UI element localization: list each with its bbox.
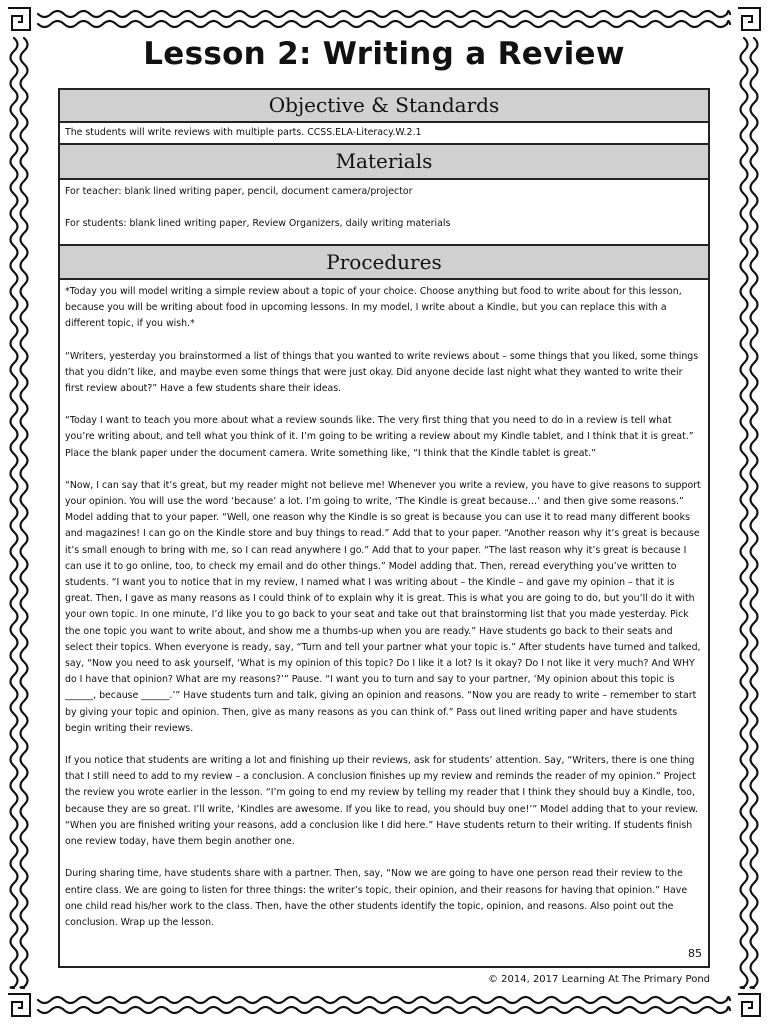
procedure-paragraph: “Writers, yesterday you brainstormed a list of things that you wanted to write reviews about – some things that you liked, some things that you didn’t like, and maybe even some things that were just okay. Did anyone decide last night what they wanted to write their first review about?” Have a few students share their ideas.	[65, 350, 699, 395]
objective-body	[60, 123, 708, 143]
materials-body	[60, 180, 708, 244]
spiral-icon-bottom-left	[8, 994, 30, 1016]
procedure-paragraph: “Today I want to teach you more about what a review sounds like. The very first thing that you need to do in a review is tell what you’re writing about, and tell what you think of it. I’m going to be writing a review about my Kindle tablet, and I think that it is great.” Place the blank paper under the document camera. Write something like, “I think that the Kindle tablet is great.”	[65, 415, 694, 459]
procedure-paragraph: If you notice that students are writing a lot and finishing up their reviews, ask for students’ attention. Say, “Writers, there is one thing that I still need to add to my review – a conclusion. A conclusion finishes up my review and reminds the reader of my opinion.” Project the review you wrote earlier in the lesson. “I’m going to end my review by telling my reader that I think they should buy a Kindle, too, because they are so great. I’ll write, ‘Kindles are awesome. If you like to read, you should buy one!’” Model adding that to your review. “When you are finished writing your reasons, add a conclusion like I did here.” Have students return to their writing. If students finish one review today, have them begin another one.	[65, 755, 699, 848]
spiral-icon-top-left	[8, 8, 30, 30]
procedure-paragraph: “Now, I can say that it’s great, but my reader might not believe me! Whenever you write a review, you have to give reasons to support your opinion. You will use the word ‘because’ a lot. I’m going to write, ‘The Kindle is great because…’ and then give some reasons.” Model adding that to your paper. “Well, one reason why the Kindle is so great is because you can use it to read many different books and magazines! I can go on the Kindle store and buy things to read.” Add that to your paper. “Another reason why it’s great is because it’s small enough to bring with me, so I can read anywhere I go.” Add that to your paper. “The last reason why it’s great is because I can use it to go online, too, to check my email and do other things.” Model adding that. Then, reread everything you’ve written to students. “I want you to notice that in my review, I named what I was writing about – the Kindle – and gave my opinion – that it is great. Then, I gave as many reasons as I could think of to explain why it is great. This is what you are going to do, but you’ll do it with your own topic. In one minute, I’d like you to go back to your seat and take out that brainstorming list that you made yesterday. Pick the one topic you want to write about, and show me a thumbs-up when you are ready.” Have students go back to their seats and select their topics. When everyone is ready, say, “Turn and tell your partner what your topic is.” After students have turned and talked, say, “Now you need to ask yourself, ‘What is my opinion of this topic? Do I like it a lot? Is it okay? Do I not like it very much? And WHY do I have that opinion? What are my reasons?’” Pause. “I want you to turn and say to your partner, ‘My opinion about this topic is ______, because ______.’” Have students turn and talk, giving an opinion and reasons. “Now you are ready to write – remember to start by giving your topic and opinion. Then, give as many reasons as you can think of.” Pass out lined writing paper and have students begin writing their reviews.	[65, 479, 701, 734]
spiral-icon-bottom-right	[738, 994, 760, 1016]
page-title: Lesson 2: Writing a Review	[143, 36, 625, 72]
procedures-body	[60, 280, 708, 966]
objective-text: The students will write reviews with multiple parts. CCSS.ELA-Literacy.W.2.1	[65, 127, 422, 138]
materials-teacher: For teacher: blank lined writing paper, pencil, document camera/projector	[65, 186, 413, 197]
page-number: 85	[688, 946, 702, 960]
procedure-paragraph: During sharing time, have students share with a partner. Then, say, “Now we are going to have one person read their review to the entire class. We are going to listen for three things: the writer’s topic, their opinion, and their reasons for having that opinion.” Have one child read his/her work to the class. Then, have the other students identify the topic, opinion, and reasons. Also point out the conclusion. Wrap up the lesson.	[65, 868, 688, 928]
lesson-content-box	[58, 88, 710, 968]
materials-heading: Materials	[60, 143, 708, 180]
spiral-icon-top-right	[738, 8, 760, 30]
copyright-notice: © 2014, 2017 Learning At The Primary Pond	[487, 974, 710, 985]
procedures-heading: Procedures	[60, 244, 708, 280]
objective-heading: Objective & Standards	[60, 90, 708, 123]
materials-students: For students: blank lined writing paper, Review Organizers, daily writing materials	[65, 218, 451, 230]
procedure-paragraph: *Today you will model writing a simple review about a topic of your choice. Choose anything but food to write about for this lesson, because you will be writing about food in upcoming lessons. In my model, I write about a Kindle, but you can replace this with a different topic, if you wish.*	[65, 286, 682, 330]
